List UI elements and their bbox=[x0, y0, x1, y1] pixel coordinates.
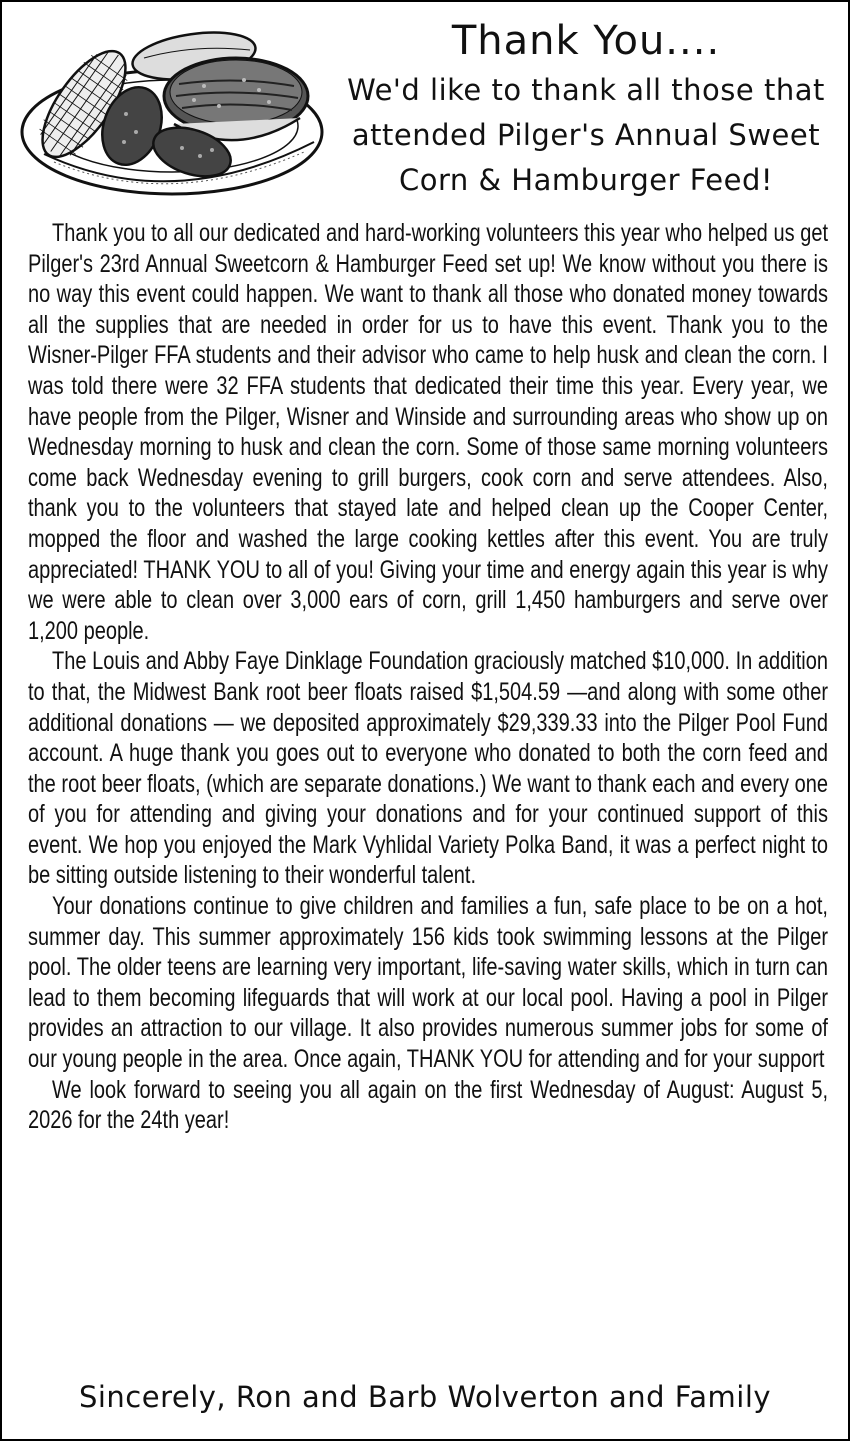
paragraph-volunteers: Thank you to all our dedicated and hard-working volunteers this year who helped us get Pilger's 23rd Annual Sweetcorn & Hamburger Feed set up! We know without you there is no way this event could happen. We want to thank all those who donated money towards all the supplies that are needed in order for us to have this event. Thank you to the Wisner-Pilger FFA students and their advisor who came to help husk and clean the corn. I was told there were 32 FFA students that dedicated their time this year. Every year, we have people from the Pilger, Wisner and Winside and surrounding areas who show up on Wednesday morning to husk and clean the corn. Some of those same morning volunteers come back Wednesday evening to grill burgers, cook corn and serve attendees. Also, thank you to the volunteers that stayed late and helped clean up the Cooper Center, mopped the floor and washed the large cooking kettles after this event. You are truly appreciated! THANK YOU to all of you! Giving your time and energy again this year is why we were able to clean over 3,000 ears of corn, grill 1,450 hamburgers and serve over 1,200 people. bbox=[28, 219, 828, 645]
body-text bbox=[28, 218, 828, 1136]
heading bbox=[332, 14, 840, 203]
paragraph-donations: The Louis and Abby Faye Dinklage Foundation graciously matched $10,000. In addition to that, the Midwest Bank root beer floats raised $1,504.59 —and along with some other additional donations — we deposited approximately $29,339.33 into the Pilger Pool Fund account. A huge thank you goes out to everyone who donated to both the corn feed and the root beer floats, (which are separate donations.) We want to thank each and every one of you for attending and giving your donations and for your continued support of this event. We hop you enjoyed the Mark Vyhlidal Variety Polka Band, it was a perfect night to be sitting outside listening to their wonderful talent. bbox=[28, 647, 828, 890]
signoff: Sincerely, Ron and Barb Wolverton and Family bbox=[78, 1380, 772, 1414]
subtitle-line-2: attended Pilger's Annual Sweet bbox=[351, 118, 821, 152]
paragraph-next-year: We look forward to seeing you all again on the first Wednesday of August: August 5, 2026 for the 24th year! bbox=[28, 1075, 828, 1135]
ad-title: Thank You.... bbox=[451, 18, 721, 64]
plate-of-corn-burger-pickles-icon bbox=[14, 14, 332, 204]
subtitle-line-1: We'd like to thank all those that bbox=[347, 73, 825, 107]
subtitle-line-3: Corn & Hamburger Feed! bbox=[398, 163, 774, 197]
paragraph-pool: Your donations continue to give children and families a fun, safe place to be on a hot, summer day. This summer approximately 156 kids took swimming lessons at the Pilger pool. The older teens are learning very important, life-saving water skills, which in turn can lead to them becoming lifeguards that will work at our local pool. Having a pool in Pilger provides an attraction to our village. It also provides numerous summer jobs for some of our young people in the area. Once again, THANK YOU for attending and for your support bbox=[28, 892, 828, 1074]
